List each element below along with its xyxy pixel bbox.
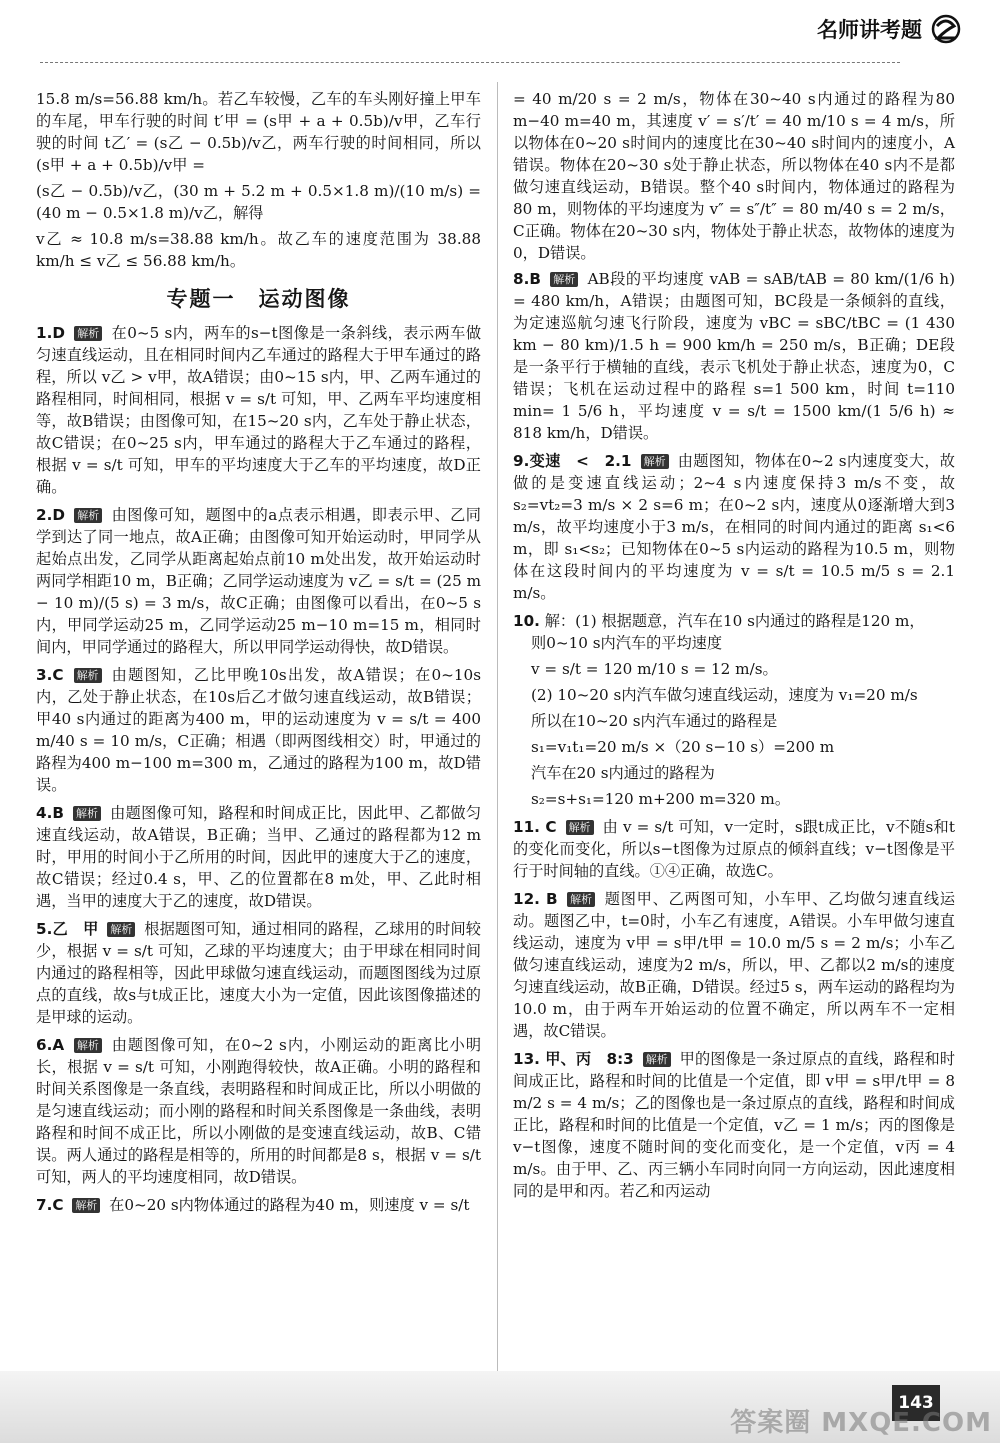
answer-number: 11. C	[513, 818, 557, 836]
solution-line: s₂=s+s₁=120 m+200 m=320 m。	[531, 790, 791, 808]
solution-line: s₁=v₁t₁=20 m/s ×（20 s−10 s）=200 m	[531, 738, 835, 756]
answer-number: 3.C	[36, 666, 64, 684]
answer-item	[36, 802, 481, 912]
solution-line: (2) 10~20 s内汽车做匀速直线运动，速度为 v₁=20 m/s	[531, 686, 918, 704]
answer-text: 由题图知，乙比甲晚10s出发，故A错误；在0~10s内，乙处于静止状态，在10s后乙才做匀速直线运动，故B错误；甲40 s内通过的距离为400 m，甲的运动速度为 v = s/t = 400 m/40 s = 10 m/s，C正确；相遇（即两图线相交）时，甲通过的路程为400 m−100 m=300 m，乙通过的路程为100 m，故D错误。	[36, 666, 482, 794]
answer-number: 8.B	[513, 270, 541, 288]
solution-line: 则0~10 s内汽车的平均速度	[531, 634, 723, 652]
solution-line: 所以在10~20 s内汽车通过的路程是	[531, 712, 778, 730]
analysis-tag: 解析	[72, 1198, 100, 1213]
page-number: 143	[892, 1385, 940, 1421]
answer-item	[36, 322, 481, 498]
analysis-tag: 解析	[107, 922, 135, 937]
analysis-tag: 解析	[566, 820, 594, 835]
answer-text: 在0~20 s内物体通过的路程为40 m，则速度 v = s/t	[109, 1196, 470, 1214]
analysis-tag: 解析	[641, 454, 669, 469]
answer-number: 1.D	[36, 324, 65, 342]
continued-paragraph: (s乙 − 0.5b)/v乙，(30 m + 5.2 m + 0.5×1.8 m)/(10 m/s) = (40 m − 0.5×1.8 m)/v乙，解得	[36, 182, 481, 222]
answer-number: 6.A	[36, 1036, 65, 1054]
answer-number: 12. B	[513, 890, 558, 908]
solution-line: 解：(1) 根据题意，汽车在10 s内通过的路程是120 m，	[544, 612, 925, 630]
answer-number: 10.	[513, 612, 540, 630]
answer-number: 4.B	[36, 804, 64, 822]
answer-item	[36, 1034, 481, 1188]
answer-text: 根据题图可知，通过相同的路程，乙球用的时间较少，根据 v = s/t 可知，乙球的平均速度大；由于甲球在相同时间内通过的路程相等，因此甲球做匀速直线运动，而题图图线为过原点的直线，故s与t成正比，速度大小为一定值，因此该图像描述的是甲球的运动。	[36, 920, 481, 1026]
continued-paragraph: v乙 ≈ 10.8 m/s=38.88 km/h。故乙车的速度范围为 38.88 km/h ≤ v乙 ≤ 56.88 km/h。	[36, 230, 481, 270]
analysis-tag: 解析	[550, 272, 578, 287]
answer-text: 在0~5 s内，两车的s−t图像是一条斜线，表示两车做匀速直线运动，且在相同时间内乙车通过的路程大于甲车通过的路程，所以 v乙 > v甲，故A错误；由0~15 s内，甲、乙两车通过的路程相同，时间相同，根据 v = s/t 可知，甲、乙两车平均速度相等，故B错误；由图像可知，在15~20 s内，乙车处于静止状态，故C错误；在0~25 s内，甲车通过的路程大于乙车通过的路程，根据 v = s/t 可知，甲车的平均速度大于乙车的平均速度，故D正确。	[36, 324, 482, 496]
answer-item	[513, 1048, 955, 1202]
answer-text: 由题图像可知，路程和时间成正比，因此甲、乙都做匀速直线运动，故A错误，B正确；当甲、乙通过的路程都为12 m时，甲用的时间小于乙所用的时间，因此甲的速度大于乙的速度，故C错误；经过0.4 s，甲、乙的位置都在8 m处，甲、乙此时相遇，当甲的速度大于乙的速度，故D错误。	[36, 804, 482, 910]
answer-item	[513, 610, 955, 810]
answer-item	[36, 918, 481, 1028]
answer-item	[513, 888, 955, 1042]
answer-number: 13. 甲、丙 8:3	[513, 1050, 634, 1068]
analysis-tag: 解析	[73, 806, 101, 821]
answer-number: 9.变速 < 2.1	[513, 452, 632, 470]
continued-paragraph: 15.8 m/s=56.88 km/h。若乙车较慢，乙车的车头刚好撞上甲车的车尾，甲车行驶的时间 t′甲 = (s甲 + a + 0.5b)/v甲，乙车行驶的时间 t乙′ = (s乙 − 0.5b)/v乙，两车行驶的时间相同，所以 (s甲 + a + 0.5b)/v甲 =	[36, 90, 481, 174]
watermark: 答案圈 MXQE.COM	[730, 1408, 992, 1438]
column-divider	[497, 82, 498, 1372]
answer-item	[513, 450, 955, 604]
page-footer	[0, 1371, 1000, 1443]
answer-text: 题图甲、乙两图可知，小车甲、乙均做匀速直线运动。题图乙中，t=0时，小车乙有速度，A错误。小车甲做匀速直线运动，速度为 v甲 = s甲/t甲 = 10.0 m/5 s = 2 m/s；小车乙做匀速直线运动，速度为2 m/s，所以，甲、乙都以2 m/s的速度匀速直线运动，故B正确，D错误。经过5 s，两车运动的路程均为10.0 m，由于两车开始运动的位置不确定，所以两车不一定相遇，故C错误。	[513, 890, 956, 1040]
analysis-tag: 解析	[74, 668, 102, 683]
answer-text: 由图像可知，题图中的a点表示相遇，即表示甲、乙同学到达了同一地点，故A正确；由图像可知开始运动时，甲同学从起始点出发，乙同学从距离起始点前10 m处出发，故开始运动时两同学相距10 m，B正确；乙同学运动速度为 v乙 = s/t = (25 m − 10 m)/(5 s) = 3 m/s，故C正确；由图像可以看出，在0~5 s内，甲同学运动25 m，乙同学运动25 m−10 m=15 m，相同时间内，甲同学通过的路程大，所以甲同学运动得快，故D错误。	[36, 506, 481, 656]
analysis-tag: 解析	[74, 1038, 102, 1053]
solution-line: v = s/t = 120 m/10 s = 12 m/s。	[531, 660, 778, 678]
answer-text: 由题图知，物体在0~2 s内速度变大，故做的是变速直线运动；2~4 s内速度保持3 m/s不变，故 s₂=vt₂=3 m/s × 2 s=6 m；在0~2 s内，速度从0逐渐增大到3 m/s，故平均速度小于3 m/s，在相同的时间内通过的距离 s₁<6 m，即 s₁<s₂；已知物体在0~5 s内运动的路程为10.5 m，则物体在这段时间内的平均速度为 v = s/t = 10.5 m/5 s = 2.1 m/s。	[513, 452, 955, 602]
answer-number: 5.乙 甲	[36, 920, 99, 938]
brand	[817, 14, 964, 44]
solution-line: 汽车在20 s内通过的路程为	[531, 764, 715, 782]
analysis-tag: 解析	[74, 508, 102, 523]
answer-text: 甲的图像是一条过原点的直线，路程和时间成正比，路程和时间的比值是一个定值，即 v甲 = s甲/t甲 = 8 m/2 s = 4 m/s；乙的图像也是一条过原点的直线，路程和时间成正比，路程和时间的比值是一个定值，v乙 = 1 m/s；丙的图像是v−t图像，速度不随时间的变化而变化，是一个定值，v丙 = 4 m/s。由于甲、乙、丙三辆小车同时向同一方向运动，因此速度相同的是甲和丙。若乙和丙运动	[513, 1050, 956, 1200]
answer-text: 由 v = s/t 可知，v一定时，s跟t成正比，v不随s和t的变化而变化，所以s−t图像为过原点的倾斜直线；v−t图像是平行于时间轴的直线。①④正确，故选C。	[513, 818, 956, 880]
analysis-tag: 解析	[567, 892, 595, 907]
analysis-tag: 解析	[74, 326, 102, 341]
continued-paragraph: = 40 m/20 s = 2 m/s，物体在30~40 s内通过的路程为80 m−40 m=40 m，其速度 v′ = s′/t′ = 40 m/10 s = 4 m/s，所以物体在0~20 s时间内的速度比在30~40 s时间内的速度小，A错误。物体在20~30 s处于静止状态，所以物体在40 s内不是都做匀速直线运动，B错误。整个40 s时间内，物体通过的路程为80 m，则物体的平均速度为 v″ = s″/t″ = 80 m/40 s = 2 m/s，C正确。物体在20~30 s内，物体处于静止状态，故物体的速度为0，D错误。	[513, 90, 955, 262]
answer-number: 7.C	[36, 1196, 64, 1214]
answer-item	[513, 268, 955, 444]
header-rule	[40, 62, 900, 63]
analysis-tag: 解析	[643, 1052, 671, 1067]
answer-item	[513, 816, 955, 882]
answer-text: AB段的平均速度 vAB = sAB/tAB = 80 km/(1/6 h) = 480 km/h，A错误；由题图可知，BC段是一条倾斜的直线，为定速巡航匀速飞行阶段，速度为 vBC = sBC/tBC = (1 430 km − 80 km)/1.5 h = 900 km/h = 250 m/s，B正确；DE段是一条平行于横轴的直线，表示飞机处于静止状态，速度为0，C错误；飞机在运动过程中的路程 s=1 500 km，时间 t=110 min= 1 5/6 h，平均速度 v = s/t = 1500 km/(1 5/6 h) ≈ 818 km/h，D错误。	[513, 270, 956, 442]
brand-logo-icon	[928, 14, 964, 44]
answer-number: 2.D	[36, 506, 65, 524]
answer-text: 由题图像可知，在0~2 s内，小刚运动的距离比小明长，根据 v = s/t 可知，小刚跑得较快，故A正确。小明的路程和时间关系图像是一条直线，表明路程和时间成正比，所以小明做的是匀速直线运动；而小刚的路程和时间关系图像是一条曲线，表明路程和时间不成正比，所以小刚做的是变速直线运动，故B、C错误。两人通过的路程是相等的，所用的时间都是8 s，根据 v = s/t 可知，两人的平均速度相同，故D错误。	[36, 1036, 482, 1186]
answer-item	[36, 504, 481, 658]
brand-title: 名师讲考题	[817, 18, 922, 42]
section-title: 专题一 运动图像	[166, 287, 351, 311]
left-column	[36, 88, 481, 1222]
answer-item	[36, 664, 481, 796]
answer-item	[36, 1194, 481, 1216]
page-header	[0, 0, 1000, 70]
right-column	[513, 88, 955, 1208]
